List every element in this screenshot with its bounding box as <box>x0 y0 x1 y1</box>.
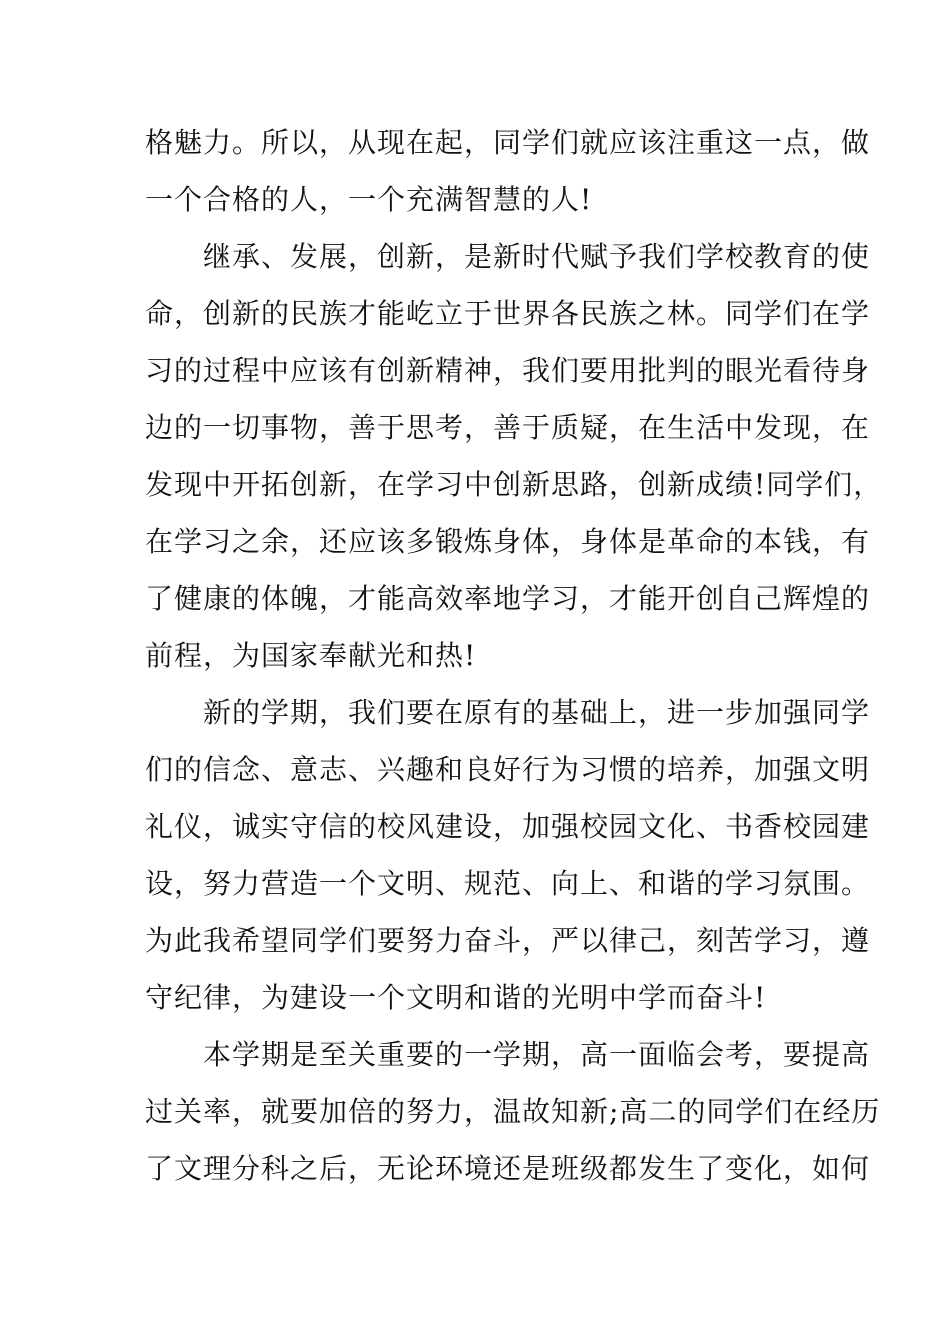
body-text <box>145 114 883 1197</box>
text-line: 习的过程中应该有创新精神，我们要用批判的眼光看待身 <box>145 354 871 387</box>
text-line: 过关率，就要加倍的努力，温故知新;高二的同学们在经历 <box>145 1095 881 1128</box>
text-line: 守纪律，为建设一个文明和谐的光明中学而奋斗! <box>145 981 767 1014</box>
text-line: 边的一切事物，善于思考，善于质疑，在生活中发现，在 <box>145 411 871 444</box>
text-line: 在学习之余，还应该多锻炼身体，身体是革命的本钱，有 <box>145 525 871 558</box>
text-line: 设，努力营造一个文明、规范、向上、和谐的学习氛围。 <box>145 867 871 900</box>
text-line: 为此我希望同学们要努力奋斗，严以律己，刻苦学习，遵 <box>145 924 871 957</box>
text-line: 继承、发展，创新，是新时代赋予我们学校教育的使 <box>203 240 871 273</box>
text-line: 一个合格的人，一个充满智慧的人! <box>145 183 593 216</box>
text-line: 前程，为国家奉献光和热! <box>145 639 477 672</box>
text-line: 们的信念、意志、兴趣和良好行为习惯的培养，加强文明 <box>145 753 871 786</box>
text-line: 了健康的体魄，才能高效率地学习，才能开创自己辉煌的 <box>145 582 871 615</box>
text-line: 格魅力。所以，从现在起，同学们就应该注重这一点，做 <box>145 126 871 159</box>
text-line: 礼仪，诚实守信的校风建设，加强校园文化、书香校园建 <box>145 810 871 843</box>
text-line: 本学期是至关重要的一学期，高一面临会考，要提高 <box>203 1038 871 1071</box>
text-line: 发现中开拓创新，在学习中创新思路，创新成绩!同学们， <box>145 468 883 501</box>
text-line: 了文理分科之后，无论环境还是班级都发生了变化，如何 <box>145 1152 871 1185</box>
text-line: 新的学期，我们要在原有的基础上，进一步加强同学 <box>203 696 871 729</box>
text-line: 命，创新的民族才能屹立于世界各民族之林。同学们在学 <box>145 297 871 330</box>
